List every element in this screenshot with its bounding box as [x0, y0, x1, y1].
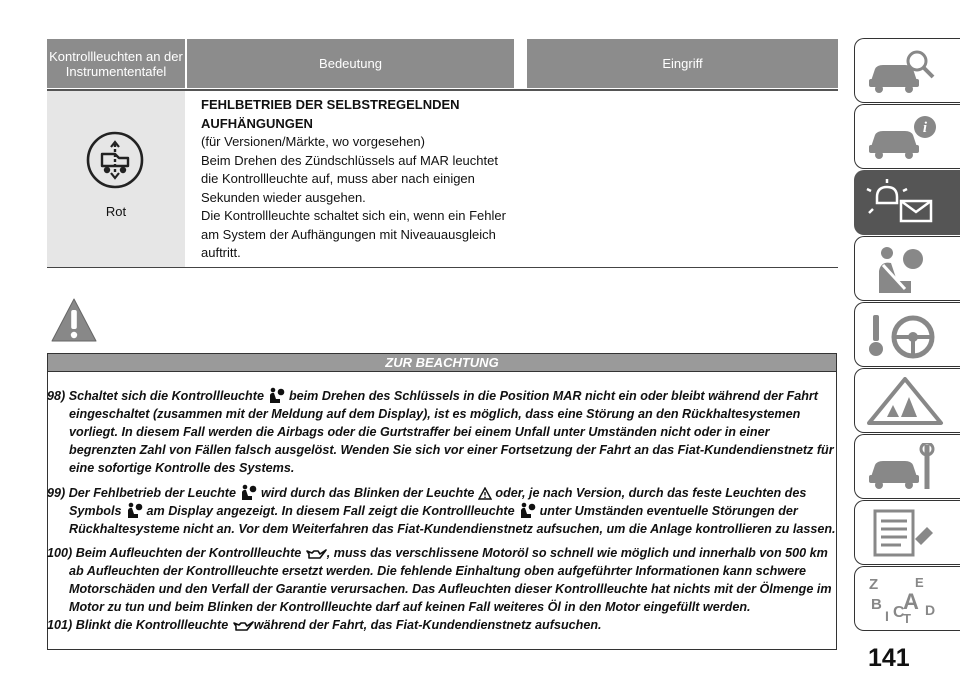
tab-safety[interactable] [854, 236, 960, 301]
index-letter: D [925, 602, 936, 618]
key-steering-wheel-icon [865, 311, 945, 359]
index-letter: E [915, 575, 924, 590]
suspension-warning-lamp-icon [85, 130, 145, 190]
row-divider [47, 267, 838, 268]
index-letter: T [903, 611, 911, 623]
oil-can-icon [232, 619, 254, 632]
page-number: 141 [868, 644, 910, 672]
index-letter: Z [869, 576, 879, 593]
note-99: 99) Der Fehlbetrieb der Leuchte wird durch das Blinken der Leuchte oder, je nach Version, durch das feste Leuchten des Symbols am Display angezeigt. In diesem Fall zeigt die Kontrollleuchte unter Umständen eventuelle Störungen der Rückhaltesysteme nicht an. Vor dem Weiterfahren das Fiat-Kundendienstnetz aufsuchen, um die Anlage kontrollieren zu lassen. [47, 485, 836, 537]
airbag-icon [239, 484, 257, 500]
index-letter: I [885, 608, 889, 623]
note-101: 101) Blinkt die Kontrollleuchte während der Fahrt, das Fiat-Kundendienstnetz aufsuchen. [47, 617, 602, 632]
index-letter: C [893, 604, 905, 621]
tab-car-info[interactable] [854, 104, 960, 169]
tab-emergency[interactable] [854, 368, 960, 433]
airbag-seat-icon [865, 245, 945, 293]
malfunction-title: FEHLBETRIEB DER SELBSTREGELNDEN AUFHÄNGUNGEN [201, 97, 460, 131]
alphabetical-index-icon [865, 575, 945, 623]
tab-starting-driving[interactable] [854, 302, 960, 367]
note-98: 98) Schaltet sich die Kontrollleuchte beim Drehen des Schlüssels in die Position MAR nicht ein oder bleibt während der Fahrt eingeschaltet (zusammen mit der Meldung auf dem Display), ist es möglich, dass eine Störung an den Rückhaltesystemen vorliegt. In diesem Fall werden die Airbags oder die Gurtstraffer bei einem Unfall unter Umständen nicht oder in einer begrenzten Zahl von Fällen falsch ausgelöst. Wenden Sie sich vor einer Fortsetzung der Fahrt an das Fiat-Kundendienstnetz für eine sofortige Kontrolle des Systems. [47, 389, 834, 475]
warning-notes [47, 387, 839, 635]
meaning-paragraph: Die Kontrollleuchte schaltet sich ein, wenn ein Fehler am System der Aufhängungen mit Niveauausgleich auftritt. [201, 208, 506, 260]
note-100: 100) Beim Aufleuchten der Kontrollleuchte , muss das verschlissene Motoröl so schnell wie möglich und innerhalb von 500 km ab Aufleuchten der Kontrollleuchte ersetzt werden. Die fehlende Einhaltung oben aufgeführter Informationen kann schwere Motorschäden und den Verfall der Garantie verursachen. Das Aufleuchten dieser Kontrollleuchte hat nichts mit der Ölmenge im Motor zu tun und beim Blinken der Kontrollleuchte darf auf keinen Fall weiteres Öl in den Motor eingefüllt werden. [47, 546, 832, 614]
warning-triangle-small-icon [478, 487, 492, 500]
oil-can-icon [305, 547, 327, 560]
table-header-meaning: Bedeutung [187, 39, 514, 88]
car-magnifier-icon [865, 47, 945, 95]
meaning-cell [201, 96, 511, 263]
road-warning-icon [865, 377, 945, 425]
tab-maintenance[interactable] [854, 434, 960, 499]
tab-car-magnifier[interactable] [854, 38, 960, 103]
index-letter: B [871, 596, 882, 613]
tab-index[interactable] [854, 566, 960, 631]
airbag-icon [125, 502, 143, 518]
car-wrench-icon [865, 443, 945, 491]
airbag-icon [518, 502, 536, 518]
warning-heading: ZUR BEACHTUNG [47, 353, 837, 372]
index-letter: A [903, 589, 919, 614]
tab-warning-lamps[interactable] [854, 170, 960, 235]
car-info-icon [865, 113, 945, 161]
warning-triangle-icon [50, 296, 98, 344]
technical-data-icon [865, 509, 945, 557]
airbag-icon [267, 387, 285, 403]
lamp-color-label: Rot [105, 204, 127, 219]
table-header-lamps: Kontrollleuchten an der Instrumententafel [47, 39, 185, 88]
meaning-paragraph: Beim Drehen des Zündschlüssels auf MAR leuchtet die Kontrollleuchte auf, muss aber nach einigen Sekunden wieder ausgehen. [201, 152, 498, 205]
tab-technical-data[interactable] [854, 500, 960, 565]
svg-text:i: i [922, 120, 928, 136]
table-header-action: Eingriff [527, 39, 838, 88]
version-note: (für Versionen/Märkte, wo vorgesehen) [201, 134, 425, 149]
warning-lamp-message-icon [865, 179, 945, 227]
